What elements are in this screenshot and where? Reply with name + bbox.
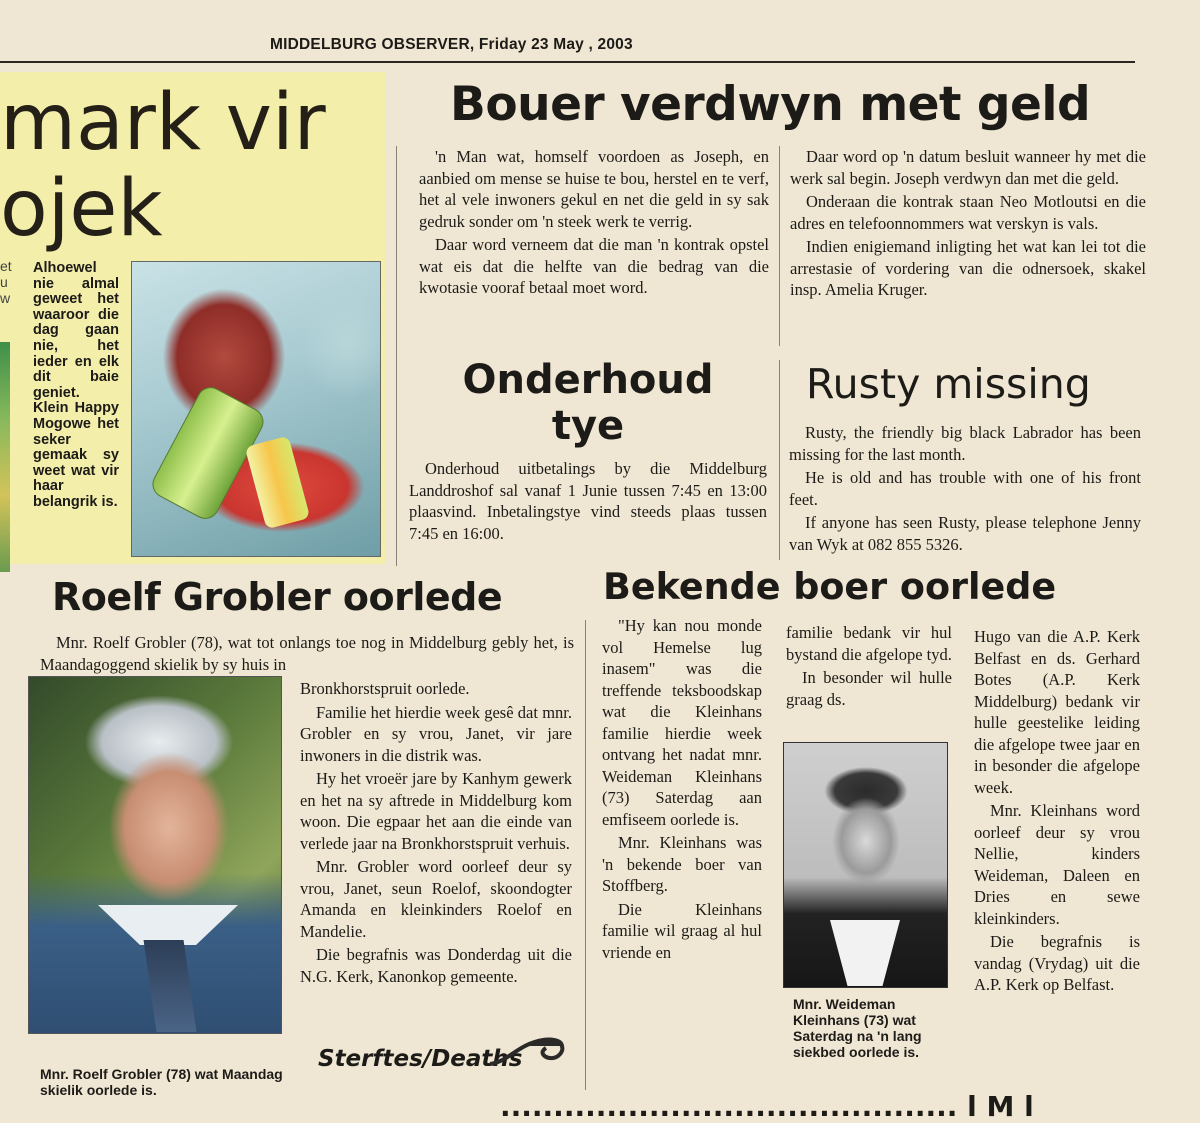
paragraph: Indien enigiemand inligting het wat kan lei tot die arrestasie of vordering van die odnersoek, skakel insp. Amelia Kruger. [790,237,1146,299]
column-rule [585,620,586,1090]
roelf-photo-caption: Mnr. Roelf Grobler (78) wat Maandag skielik oorlede is. [40,1066,283,1098]
rusty-headline: Rusty missing [806,360,1091,408]
paragraph: Rusty, the friendly big black Labrador has been missing for the last month. [789,423,1141,464]
paragraph: Familie het hierdie week gesê dat mnr. Grobler en sy vrou, Janet, vir jare inwoners in die distrik was. [300,702,572,765]
cropped-photo-strip [0,342,10,572]
roelf-headline: Roelf Grobler oorlede [52,575,503,619]
onderhoud-headline [420,357,756,449]
paragraph: familie bedank vir hul bystand die afgelope tyd. [786,623,952,664]
bekende-column-1 [602,615,762,965]
onderhoud-headline-line1: Onderhoud [462,357,714,403]
paragraph: Daar word verneem dat die man 'n kontrak opstel wat eis dat die helfte van die bedrag van die kwotasie vooraf betaal moet word. [419,235,769,297]
column-rule [396,146,397,566]
rusty-body [789,422,1141,557]
column-rule [779,146,780,346]
onderhoud-headline-line2: tye [551,403,625,449]
left-headline-line1: mark vir [0,78,326,168]
paragraph: Mnr. Kleinhans was 'n bekende boer van Stoffberg. [602,833,762,895]
paragraph: Mnr. Kleinhans word oorleef deur sy vrou Nellie, kinders Weideman, Daleen en Dries en sewe kleinkinders. [974,801,1140,928]
paragraph: Die Kleinhans familie wil graag al hul vriende en [602,899,762,962]
left-headline-line2: ojek [0,164,163,254]
bekende-headline: Bekende boer oorlede [603,565,1057,608]
paragraph: In besonder wil hulle graag ds. [786,668,952,709]
paragraph: Bronkhorstspruit oorlede. [300,679,470,698]
snippet-line: w [0,290,11,306]
roelf-body [300,678,572,989]
masthead-rule [0,61,1135,63]
paragraph: Onderhoud uitbetalings by die Middelburg Landdroshof sal vanaf 1 Junie tussen 7:45 en 13:00 plaasvind. Inbetalingstye vind steeds plaas tussen 7:45 en 16:00. [409,459,767,543]
left-story-body: Alhoewel nie almal geweet het waaroor die dag gaan nie, het ieder en elk dit baie geniet. Klein Happy Mogowe het seker gemaak sy weet wat vir haar belangrik is. [33,260,119,510]
onderhoud-body [409,458,767,546]
paragraph: Die begrafnis was Donderdag uit die N.G. Kerk, Kanonkop gemeente. [300,945,572,986]
paragraph: If anyone has seen Rusty, please telephone Jenny van Wyk at 082 855 5326. [789,513,1141,554]
paragraph: Mnr. Roelf Grobler (78), wat tot onlangs toe nog in Middelburg gebly het, is Maandagoggend skielik by sy huis in [40,633,574,674]
column-rule [779,360,780,560]
bekende-column-2 [786,622,952,712]
cut-off-headline-strip: ........................................... l M l [500,1090,1034,1123]
left-cut-column [0,258,26,306]
paragraph: Mnr. Grobler word oorleef deur sy vrou, Janet, seun Roelof, skoondogter Amanda en kleinkinders Roelof en Mandelie. [300,857,572,941]
paragraph: Daar word op 'n datum besluit wanneer hy met die werk sal begin. Joseph verdwyn dan met die geld. [790,147,1146,188]
paragraph: "Hy kan nou monde vol Hemelse lug inasem" was die treffende teksboodskap wat die Kleinhans familie hierdie week ontvang het nadat mnr. Weideman Kleinhans (73) Saterdag aan emfiseem oorlede is. [602,616,762,829]
masthead: MIDDELBURG OBSERVER, Friday 23 May , 2003 [270,36,633,53]
paragraph: Onderaan die kontrak staan Neo Motloutsi en die adres en telefoonnommers wat verskyn is vals. [790,192,1146,233]
bouer-headline: Bouer verdwyn met geld [450,77,1091,132]
paragraph: Die begrafnis is vandag (Vrydag) uit die A.P. Kerk op Belfast. [974,932,1140,994]
roelf-intro [40,632,574,677]
left-story-headline [0,80,326,252]
kleinhans-photo-caption: Mnr. Weideman Kleinhans (73) wat Saterdag na 'n lang siekbed oorlede is. [793,996,922,1060]
snippet-line: et [0,258,12,274]
paragraph: 'n Man wat, homself voordoen as Joseph, en aanbied om mense se huise te bou, herstel en te verf, het al vele inwoners gekul en net die geld in sy sak gedruk sonder om 'n steek werk te verrig. [419,147,769,231]
sterftes-label: Sterftes/Deaths [318,1046,523,1072]
paragraph: Hy het vroeër jare by Kanhym gewerk en het na sy aftrede in Middelburg kom woon. Die egpaar het aan die einde van verlede jaar na Bronkhorstspruit verhuis. [300,769,572,853]
bekende-column-3 [974,626,1140,998]
bouer-column-1 [419,146,769,301]
swirl-ornament-icon [488,1034,568,1068]
paragraph: Hugo van die A.P. Kerk Belfast en ds. Gerhard Botes (A.P. Kerk Middelburg) bedank vir hulle geestelike leiding die afgelope twee jaar en in besonder die afgelope week. [974,627,1140,797]
snippet-line: u [0,274,8,290]
bouer-column-2 [790,146,1146,303]
paragraph: He is old and has trouble with one of his front feet. [789,468,1141,509]
